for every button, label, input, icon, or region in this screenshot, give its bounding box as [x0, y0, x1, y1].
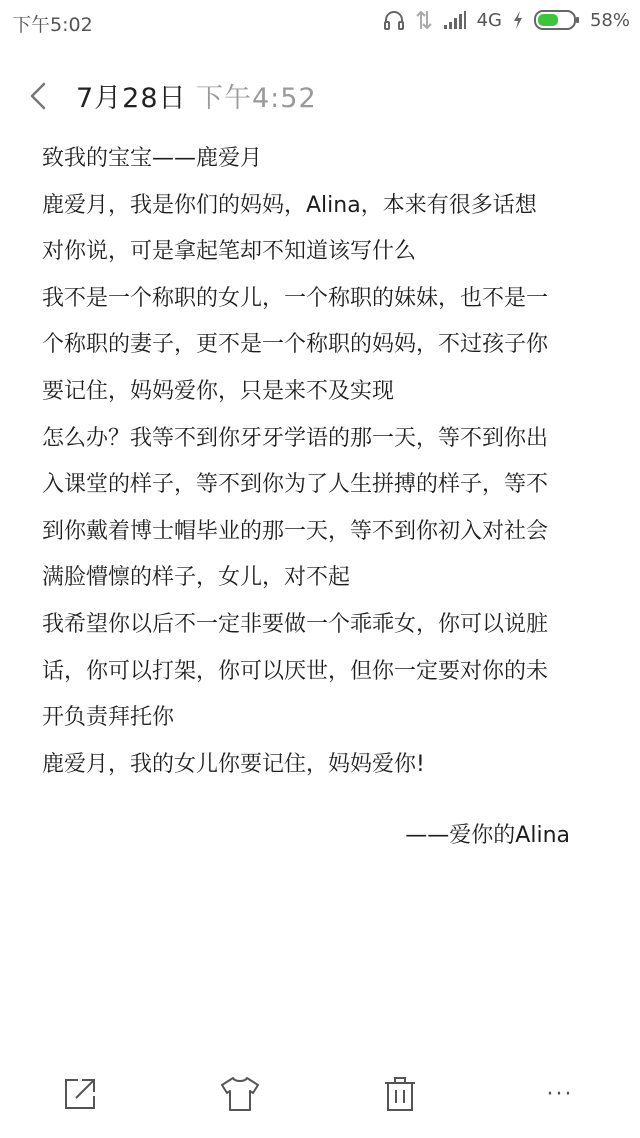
battery-icon [534, 9, 580, 31]
note-content[interactable] [42, 136, 602, 788]
note-line: 满脸懵懔的样子，女儿，对不起 [42, 565, 351, 591]
note-line: 对你说，可是拿起笔却不知道该写什么 [42, 239, 417, 265]
charging-icon [512, 10, 524, 30]
back-button[interactable] [22, 78, 58, 114]
more-icon: ··· [546, 1081, 574, 1107]
note-line: 鹿爱月，我是你们的妈妈，Alina，本来有很多话想 [42, 192, 537, 218]
note-line: 鹿爱月，我的女儿你要记住，妈妈爱你! [42, 751, 425, 777]
status-icons [383, 9, 630, 31]
chevron-left-icon [22, 78, 58, 114]
note-line: 开负责拜托你 [42, 705, 175, 731]
bottom-toolbar [0, 1060, 640, 1130]
note-line: 话，你可以打架，你可以厌世，但你一定要对你的未 [42, 658, 549, 684]
note-signature: ——爱你的Alina [405, 823, 570, 848]
note-line: 我希望你以后不一定非要做一个乖乖女，你可以说脏 [42, 611, 549, 637]
delete-button[interactable] [378, 1072, 422, 1116]
note-line: 致我的宝宝——鹿爱月 [42, 146, 263, 171]
headphones-icon [383, 9, 405, 31]
share-icon [62, 1076, 98, 1112]
note-line: 入课堂的样子，等不到你为了人生拼搏的样子，等不 [42, 472, 549, 498]
share-button[interactable] [58, 1072, 102, 1116]
network-type: 4G [476, 9, 502, 31]
status-time: 下午5:02 [12, 14, 93, 36]
note-line: 怎么办？我等不到你牙牙学语的那一天，等不到你出 [42, 425, 549, 451]
signal-icon [443, 10, 467, 30]
battery-percent: 58% [589, 9, 630, 31]
more-button[interactable] [538, 1072, 582, 1116]
shirt-icon [219, 1075, 261, 1113]
trash-icon [382, 1075, 418, 1113]
status-bar [0, 0, 640, 44]
data-transfer-icon [415, 9, 433, 31]
note-header [0, 70, 640, 118]
theme-button[interactable] [218, 1072, 262, 1116]
note-line: 我不是一个称职的女儿，一个称职的妹妹，也不是一 [42, 285, 549, 311]
note-time: 下午4:52 [196, 83, 317, 114]
note-line: 要记住，妈妈爱你，只是来不及实现 [42, 378, 395, 404]
note-line: 到你戴着博士帽毕业的那一天，等不到你初入对社会 [42, 518, 549, 544]
note-line: 个称职的妻子，更不是一个称职的妈妈，不过孩子你 [42, 332, 549, 358]
note-date: 7月28日 [76, 83, 187, 114]
